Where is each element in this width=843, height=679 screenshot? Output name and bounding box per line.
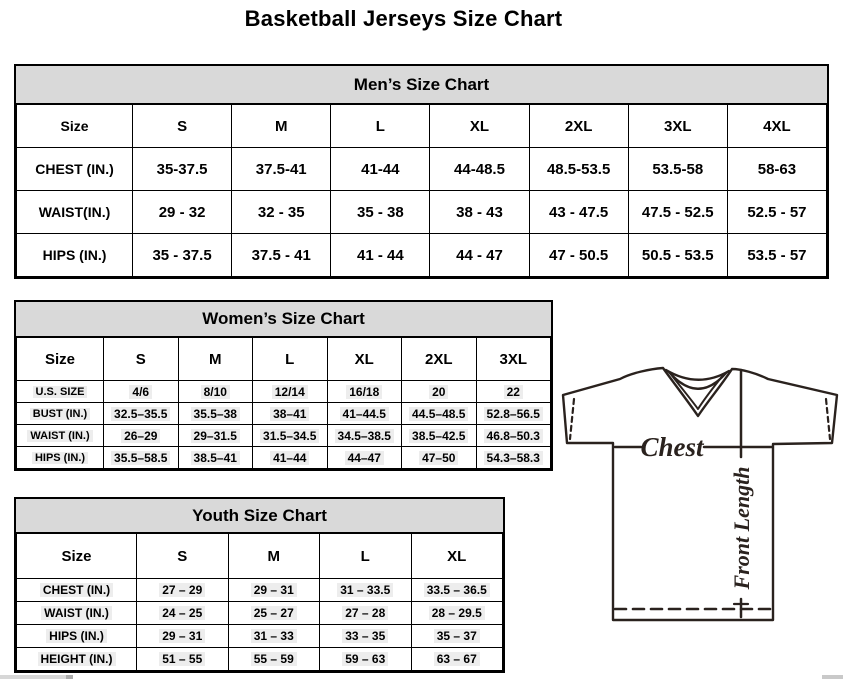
value-cell (178, 447, 253, 469)
value-text: 47 - 50.5 (549, 246, 609, 264)
mens-table-grid (16, 104, 827, 277)
value-cell (320, 625, 412, 648)
mens-size-table (14, 64, 829, 279)
column-header: XL (411, 534, 503, 579)
value-text: 31 – 33.5 (337, 583, 393, 597)
value-text: 63 – 67 (434, 652, 480, 666)
value-cell (430, 191, 529, 234)
value-cell (476, 403, 551, 425)
size-header-row (17, 105, 827, 148)
value-text: 55 – 59 (251, 652, 297, 666)
row-label-cell (17, 602, 137, 625)
value-text: 12/14 (272, 385, 308, 399)
column-header: S (137, 534, 229, 579)
row-label: HIPS (IN.) (42, 247, 107, 263)
value-cell (411, 625, 503, 648)
column-header: XL (327, 338, 402, 381)
value-text: 29 – 31 (251, 583, 297, 597)
value-text: 52.8–56.5 (484, 407, 543, 421)
value-text: 38.5–41 (191, 451, 240, 465)
row-label-cell (17, 191, 133, 234)
value-text: 31.5–34.5 (260, 429, 319, 443)
value-cell (411, 648, 503, 671)
value-cell (327, 381, 402, 403)
page-title: Basketball Jerseys Size Chart (244, 6, 563, 31)
value-text: 25 – 27 (251, 606, 297, 620)
value-cell (133, 191, 232, 234)
value-text: 44–47 (345, 451, 384, 465)
value-cell (430, 148, 529, 191)
table-row (17, 425, 551, 447)
value-cell (228, 648, 320, 671)
row-label-cell (17, 234, 133, 277)
value-cell (253, 381, 328, 403)
table-row (17, 648, 503, 671)
column-header: Size (17, 338, 104, 381)
value-cell (331, 191, 430, 234)
value-cell (228, 602, 320, 625)
value-cell (727, 191, 826, 234)
value-text: 33.5 – 36.5 (424, 583, 490, 597)
value-cell (104, 381, 179, 403)
table-row (17, 447, 551, 469)
value-cell (529, 191, 628, 234)
value-cell (232, 148, 331, 191)
row-label-cell (17, 447, 104, 469)
table-row (17, 381, 551, 403)
horizontal-scrollbar-track[interactable] (0, 675, 66, 679)
value-cell (232, 191, 331, 234)
value-text: 28 – 29.5 (429, 606, 485, 620)
value-cell (104, 447, 179, 469)
value-text: 44.5–48.5 (409, 407, 468, 421)
value-cell (430, 234, 529, 277)
value-cell (327, 403, 402, 425)
value-text: 38.5–42.5 (409, 429, 468, 443)
value-cell (104, 425, 179, 447)
horizontal-scrollbar-right-piece[interactable] (822, 675, 843, 679)
row-label-cell (17, 648, 137, 671)
value-cell (529, 234, 628, 277)
row-label: HIPS (IN.) (32, 452, 88, 464)
row-label: BUST (IN.) (30, 408, 90, 420)
table-row (17, 602, 503, 625)
value-cell (320, 648, 412, 671)
horizontal-scrollbar-thumb[interactable] (66, 675, 73, 679)
value-text: 35.5–58.5 (111, 451, 170, 465)
table-row (17, 403, 551, 425)
value-text: 37.5 - 41 (251, 246, 311, 264)
column-header: XL (430, 105, 529, 148)
column-header: S (133, 105, 232, 148)
value-text: 47–50 (419, 451, 458, 465)
row-label-cell (17, 403, 104, 425)
column-header: 3XL (628, 105, 727, 148)
row-label: CHEST (IN.) (35, 161, 114, 177)
value-text: 59 – 63 (342, 652, 388, 666)
row-label-cell (17, 425, 104, 447)
table-row (17, 625, 503, 648)
value-text: 34.5–38.5 (335, 429, 394, 443)
value-cell (411, 602, 503, 625)
value-cell (320, 602, 412, 625)
column-header: M (178, 338, 253, 381)
value-cell (178, 381, 253, 403)
table-row (17, 148, 827, 191)
row-label: WAIST (IN.) (27, 430, 92, 442)
value-cell (476, 447, 551, 469)
row-label-cell (17, 625, 137, 648)
value-cell (402, 447, 477, 469)
column-header: 2XL (529, 105, 628, 148)
value-text: 41–44.5 (340, 407, 389, 421)
value-text: 27 – 29 (159, 583, 205, 597)
value-text: 41-44 (361, 160, 400, 178)
value-text: 44 - 47 (456, 246, 503, 264)
youth-table-grid (16, 533, 503, 671)
value-cell (402, 403, 477, 425)
value-cell (232, 234, 331, 277)
value-text: 32.5–35.5 (111, 407, 170, 421)
value-text: 26–29 (121, 429, 160, 443)
value-cell (228, 625, 320, 648)
womens-table-header: Women’s Size Chart (16, 302, 551, 337)
value-text: 38–41 (270, 407, 309, 421)
value-cell (628, 234, 727, 277)
value-cell (253, 447, 328, 469)
value-text: 43 - 47.5 (549, 203, 609, 221)
value-cell (411, 579, 503, 602)
size-header-row (17, 338, 551, 381)
value-text: 35.5–38 (191, 407, 240, 421)
value-cell (628, 191, 727, 234)
value-text: 16/18 (346, 385, 382, 399)
front-length-label: Front Length (729, 466, 754, 590)
row-label: CHEST (IN.) (40, 583, 113, 597)
table-row (17, 579, 503, 602)
value-cell (628, 148, 727, 191)
value-text: 41–44 (270, 451, 309, 465)
value-cell (253, 425, 328, 447)
row-label: HEIGHT (IN.) (38, 652, 116, 666)
row-label-cell (17, 381, 104, 403)
value-text: 33 – 35 (342, 629, 388, 643)
value-text: 35 - 38 (357, 203, 404, 221)
value-text: 4/6 (129, 385, 152, 399)
row-label: HIPS (IN.) (46, 629, 107, 643)
value-cell (727, 148, 826, 191)
column-header: L (331, 105, 430, 148)
value-cell (133, 148, 232, 191)
value-text: 54.3–58.3 (484, 451, 543, 465)
value-text: 22 (504, 385, 523, 399)
mens-table-header: Men’s Size Chart (16, 66, 827, 104)
column-header: M (228, 534, 320, 579)
row-label: WAIST(IN.) (38, 204, 111, 220)
value-text: 31 – 33 (251, 629, 297, 643)
value-cell (137, 602, 229, 625)
value-text: 35 – 37 (434, 629, 480, 643)
value-cell (331, 234, 430, 277)
value-cell (137, 579, 229, 602)
value-text: 35-37.5 (156, 160, 208, 178)
row-label: U.S. SIZE (33, 386, 88, 398)
value-cell (178, 403, 253, 425)
value-cell (320, 579, 412, 602)
value-text: 46.8–50.3 (484, 429, 543, 443)
value-text: 44-48.5 (454, 160, 505, 178)
column-header: L (253, 338, 328, 381)
row-label-cell (17, 579, 137, 602)
value-cell (104, 403, 179, 425)
jersey-measurement-diagram (557, 353, 843, 638)
value-text: 41 - 44 (357, 246, 404, 264)
value-cell (402, 381, 477, 403)
youth-table-header: Youth Size Chart (16, 499, 503, 533)
column-header: 4XL (727, 105, 826, 148)
row-label: WAIST (IN.) (41, 606, 112, 620)
column-header: 3XL (476, 338, 551, 381)
chest-label: Chest (640, 432, 704, 462)
value-text: 52.5 - 57 (747, 203, 807, 221)
table-row (17, 191, 827, 234)
value-cell (253, 403, 328, 425)
value-text: 29 - 32 (158, 203, 206, 221)
value-cell (228, 579, 320, 602)
value-text: 48.5-53.5 (546, 160, 611, 178)
value-text: 29 – 31 (159, 629, 205, 643)
size-header-row (17, 534, 503, 579)
value-cell (133, 234, 232, 277)
value-text: 53.5 - 57 (747, 246, 807, 264)
column-header: Size (17, 105, 133, 148)
value-cell (476, 381, 551, 403)
value-cell (178, 425, 253, 447)
value-cell (327, 425, 402, 447)
value-text: 32 - 35 (257, 203, 305, 221)
column-header: Size (17, 534, 137, 579)
value-text: 35 - 37.5 (152, 246, 212, 264)
column-header: L (320, 534, 412, 579)
value-text: 37.5-41 (255, 160, 307, 178)
row-label-cell (17, 148, 133, 191)
value-text: 50.5 - 53.5 (641, 246, 714, 264)
value-text: 24 – 25 (159, 606, 205, 620)
value-cell (137, 648, 229, 671)
womens-size-table (14, 300, 553, 471)
value-text: 58-63 (757, 160, 797, 178)
womens-table-grid (16, 337, 551, 469)
value-cell (727, 234, 826, 277)
value-text: 51 – 55 (159, 652, 205, 666)
value-text: 20 (429, 385, 448, 399)
value-cell (327, 447, 402, 469)
value-text: 8/10 (201, 385, 230, 399)
value-cell (402, 425, 477, 447)
value-text: 27 – 28 (342, 606, 388, 620)
value-text: 53.5-58 (652, 160, 704, 178)
youth-size-table (14, 497, 505, 673)
table-row (17, 234, 827, 277)
column-header: 2XL (402, 338, 477, 381)
value-cell (529, 148, 628, 191)
column-header: M (232, 105, 331, 148)
value-cell (137, 625, 229, 648)
value-text: 29–31.5 (191, 429, 240, 443)
value-text: 38 - 43 (456, 203, 503, 221)
value-text: 47.5 - 52.5 (641, 203, 714, 221)
column-header: S (104, 338, 179, 381)
value-cell (476, 425, 551, 447)
value-cell (331, 148, 430, 191)
